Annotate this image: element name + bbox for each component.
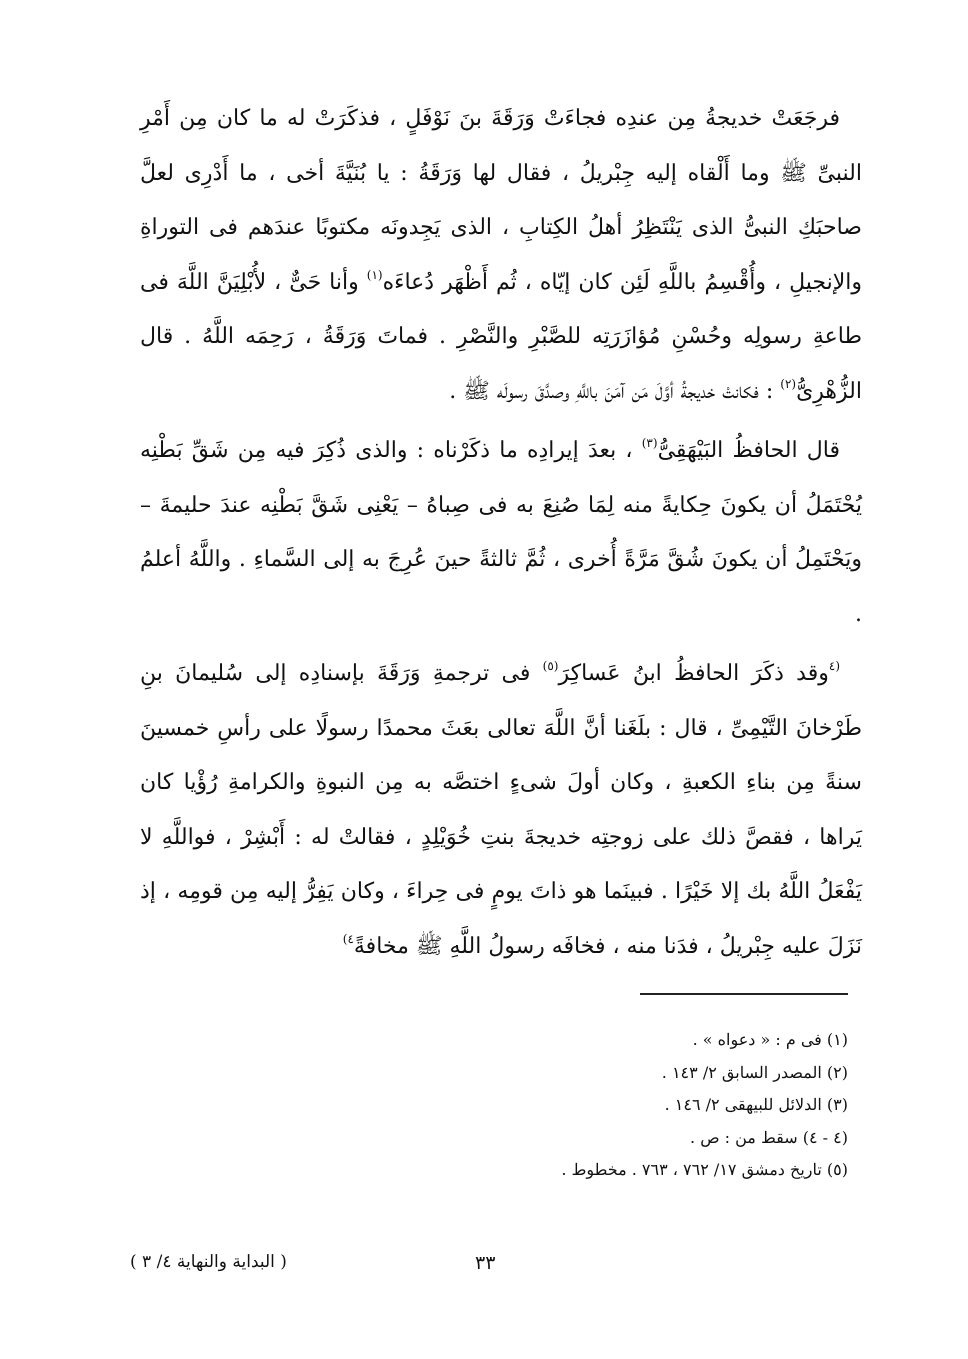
- footnote-item: (٥) تاريخ دمشق ١٧/ ٧٦٢ ، ٧٦٣ . مخطوط .: [561, 1160, 848, 1179]
- footnotes: [300, 1024, 848, 1187]
- page-footer: [120, 1252, 848, 1282]
- footnote-marker: (٣): [641, 436, 658, 450]
- paragraph-text: وأنا حَىٌّ ، لأُبْلِيَنَّ اللَّهَ فى طاعةِ رسولِه وحُسْنِ مُؤازَرَتِه للصَّبْرِ والنَّصْرِ . فماتَ وَرَقَةُ ، رَحِمَه اللَّهُ . قال الزُّهْرِىُّ: [140, 269, 862, 404]
- footnote-marker: ٤): [342, 931, 354, 946]
- paragraph: [140, 647, 862, 974]
- paragraph-text: وقد ذكَرَ الحافظُ ابنُ عَساكِرَ: [558, 661, 829, 686]
- footnote-marker: (٢): [780, 376, 797, 391]
- footnote-marker: (٤: [828, 659, 840, 673]
- page-number: ٣٣: [475, 1252, 496, 1274]
- paragraph-text: فرجَعَتْ خديجةُ مِن عندِه فجاءَتْ وَرَقَةَ بنَ نَوْفَلٍ ، فذكَرَتْ له ما كان مِن أَمْرِ النبىِّ ﷺ وما أَلْقاه إليه جِبْريلُ ، فقال لها وَرَقَةُ : يا بُنَيَّةَ أخى ، ما أَدْرِى لعلَّ صاحبَكِ النبىُّ الذى يَنْتَظِرُ أهلُ الكِتابِ ، الذى يَجِدونَه مكتوبًا عندَهم فى التوراةِ والإنجيلِ ، وأُقْسِمُ باللَّهِ لَئِن كان إيّاه ، ثُم أَظْهَر دُعاءَه: [140, 106, 862, 295]
- footnote-item: (٢) المصدر السابق ٢/ ١٤٣ .: [661, 1062, 848, 1082]
- book-reference: ( البداية والنهاية ٤/ ٣ ): [130, 1252, 287, 1272]
- footnote-marker: (٥): [542, 659, 559, 673]
- main-text-body: [140, 92, 862, 974]
- footnote-marker: (١): [366, 267, 383, 282]
- footnote-divider: [640, 993, 848, 995]
- paragraph: [140, 92, 862, 419]
- footnote-item: (٣) الدلائل للبيهقى ٢/ ١٤٦ .: [664, 1095, 848, 1114]
- paragraph-text: فى ترجمةِ وَرَقَةَ بإسنادِه إلى سُليمانَ بنِ طَرْخانَ التَّيْمِىِّ ، قال : بلَغَنا أنَّ اللَّهَ تعالى بعَثَ محمدًا رسولًا على رأسِ خمسينَ سنةً مِن بناءِ الكعبةِ ، وكان أولَ شىءٍ اختصَّه به مِن النبوةِ والكرامةِ رُؤْيا كان يَراها ، فقصَّ ذلك على زوجتِه خديجةَ بنتِ خُوَيْلِدٍ ، فقالتْ له : أَبْشِرْ ، فواللَّهِ لا يَفْعَلُ اللَّهُ بك إلا خَيْرًا . فبينَما هو ذاتَ يومٍ فى حِراءَ ، وكان يَفِرُّ إليه مِن قومِه ، إذ نَزَلَ عليه جِبْريلُ ، فدَنا منه ، فخافَه رسولُ اللَّهِ ﷺ مخافةً: [140, 661, 862, 959]
- footnote-item: (١) فى م : « دعواه » .: [692, 1030, 848, 1049]
- paragraph-text: : فكانتْ خديجةُ أوَّلَ مَن آمَنَ باللَّهِ وصدَّقَ رسولَه ﷺ .: [449, 378, 781, 404]
- paragraph: [140, 424, 862, 642]
- paragraph-text: ، بعدَ إيرادِه ما ذكَرْناه : والذى ذُكِرَ فيه مِن شَقِّ بَطْنِه يُحْتَمَلُ أن يكونَ حِكايةً منه لِمَا صُنِعَ به فى صِباهُ – يَعْنِى شَقَّ بَطْنِه عندَ حليمةَ – ويَحْتَمِلُ أن يكونَ شُقَّ مَرَّةً أُخرى ، ثُمَّ ثالثةً حينَ عُرِجَ به إلى السَّماءِ . واللَّهُ أعلمُ .: [140, 438, 862, 627]
- footnote-item: (٤ - ٤) سقط من : ص .: [690, 1127, 848, 1147]
- paragraph-text: قال الحافظُ البَيْهَقِىُّ: [657, 438, 840, 463]
